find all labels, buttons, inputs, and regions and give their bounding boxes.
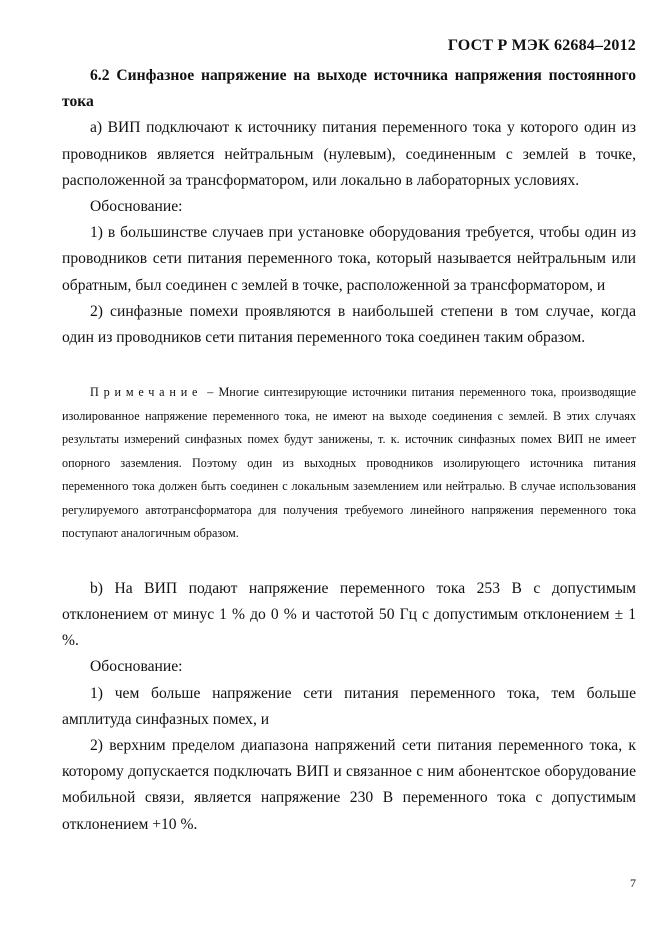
note-text: – Многие синтезирующие источники питания переменного тока, производящие изолированное напряжение переменного тока, не имеют на выходе соединения с землей. В этих случаях результаты измерений синфазных помех будут занижены, т. к. источник синфазных помех ВИП не имеет опорного заземления. Поэтому один из выходных проводников изолирующего источника питания переменного тока должен быть соединен с локальным заземлением или нейтралью. В случае использования регулируемого автотрансформатора для получения требуемого линейного напряжения переменного тока поступают аналогичным образом. [62,385,636,541]
document-page [62,0,636,936]
document-body [62,63,636,838]
rationale-a-point-2: 2) синфазные помехи проявляются в наибольшей степени в том случае, когда один из проводников сети питания переменного тока соединен таким образом. [62,302,636,347]
document-header: ГОСТ Р МЭК 62684–2012 [447,37,636,54]
note-paragraph [62,381,636,546]
rationale-a-label: Обоснование: [90,198,183,216]
rationale-b-point-1: 1) чем больше напряжение сети питания переменного тока, тем больше амплитуда синфазных помех, и [62,684,636,728]
note-label: Примечание [90,385,203,400]
rationale-b-label: Обоснование: [90,658,183,676]
rationale-a-point-1: 1) в большинстве случаев при установке оборудования требуется, чтобы один из проводников сети питания переменного тока, который называется нейтральным или обратным, был соединен с землей в точке, расположенной за трансформатором, и [62,224,636,294]
item-a-paragraph: а) ВИП подключают к источнику питания переменного тока у которого один из проводников является нейтральным (нулевым), соединенным с землей в точке, расположенной за трансформатором, или локально в лабораторных условиях. [62,119,636,189]
rationale-b-point-2: 2) верхним пределом диапазона напряжений сети питания переменного тока, к которому допускается подключать ВИП и связанное с ним абонентское оборудование мобильной связи, является напряжение 230 В переменного тока с допустимым отклонением +10 %. [62,736,636,833]
item-b-paragraph: b) На ВИП подают напряжение переменного тока 253 В с допустимым отклонением от минус 1 % до 0 % и частотой 50 Гц с допустимым отклонением ± 1 %. [62,579,636,650]
page-number: 7 [630,876,636,890]
section-heading: 6.2 Синфазное напряжение на выходе источника напряжения постоянного тока [62,67,636,111]
